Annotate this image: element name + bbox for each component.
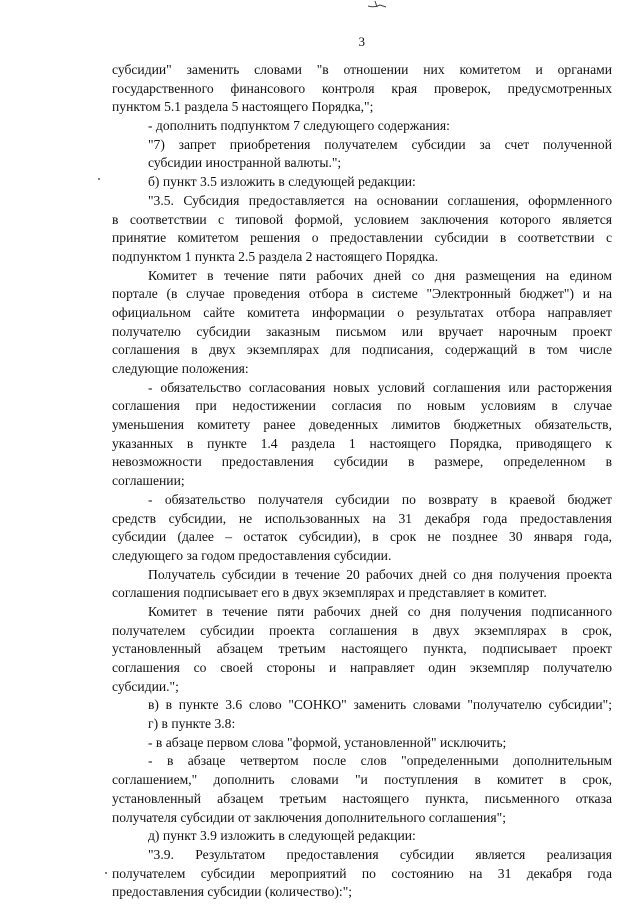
text-line: государственного финансового контроля края проверок, предусмотренных [112,80,612,96]
text-line: - обязательство согласования новых условий соглашения или расторжения [148,379,612,395]
text-line: соглашения со своей стороны и направляет один экземпляр получателю [112,660,612,675]
text-line: указанных в пункте 1.4 раздела 1 настоящего Порядка, приводящего к [112,435,612,451]
text-line: принятие комитетом решения о предоставлении субсидии в соответствии с [112,230,612,246]
text-line: Получатель субсидии в течение 20 рабочих дней со дня получения проекта [148,566,612,582]
text-line: "3.5. Субсидия предоставляется на основании соглашения, оформленного [148,192,612,208]
text-line: соглашения в двух экземплярах для подписания, содержащий в том числе [112,342,612,358]
text-line: субсидии иностранной валюты."; [148,155,342,171]
text-line: - обязательство получателя субсидии по возврату в краевой бюджет [148,491,612,507]
text-line: - в абзаце четвертом после слов "определенными дополнительным [148,753,612,769]
scan-speck [98,178,100,180]
text-line: субсидии."; [112,678,179,694]
text-line: следующего за годом предоставления субсидии. [112,547,392,563]
text-line: невозможности предоставления субсидии в размере, определенном в [112,454,612,470]
text-line: установленный абзацем третьим настоящего пункта, письменного отказа [112,790,612,806]
text-line: соглашения подписывает его в двух экземплярах и представляет в комитет. [112,585,547,601]
text-line: Комитет в течение пяти рабочих дней со дня получения подписанного [148,603,612,619]
text-line: портале (в случае проведения отбора в системе "Электронный бюджет") и на [112,286,612,302]
text-line: предоставления субсидии (количество):"; [112,884,353,900]
text-line: - дополнить подпунктом 7 следующего содержания: [148,118,450,134]
scan-speck [105,872,107,874]
text-line: получателю субсидии заказным письмом или вручает нарочным проект [112,323,612,339]
text-line: субсидии (далее – остаток субсидии), в срок не позднее 30 января года, [112,529,612,545]
text-line: пунктом 5.1 раздела 5 настоящего Порядка,"; [112,99,374,115]
text-line: в соответствии с типовой формой, условием заключения которого является [112,211,612,227]
text-line: получателем субсидии мероприятий по состоянию на 31 декабря года [112,865,612,881]
text-line: б) пункт 3.5 изложить в следующей редакции: [148,174,416,190]
page-number: 3 [358,34,366,49]
text-line: соглашении; [112,473,185,489]
text-line: г) в пункте 3.8: [148,716,236,732]
text-line: подпунктом 1 пункта 2.5 раздела 2 настоящего Порядка. [112,248,439,264]
text-line: соглашением," дополнить словами "и поступления в комитет в срок, [112,772,612,788]
text-line: получателя субсидии от заключения дополнительного соглашения"; [112,809,506,825]
text-line: средств субсидии, не использованных на 31 декабря года предоставления [112,510,612,526]
text-line: д) пункт 3.9 изложить в следующей редакции: [148,828,416,844]
text-line: Комитет в течение пяти рабочих дней со дня размещения на едином [148,267,612,283]
text-line: получателем субсидии проекта соглашения в двух экземплярах в срок, [112,622,612,638]
scan-mark-icon [366,0,388,10]
text-line: соглашения при недостижении согласия по новым условиям в случае [112,398,612,414]
text-line: "3.9. Результатом предоставления субсидии является реализация [148,846,612,862]
text-line: в) в пункте 3.6 слово "СОНКО" заменить словами "получателю субсидии"; [148,697,612,713]
text-line: - в абзаце первом слова "формой, установленной" исключить; [148,734,507,750]
text-line: уменьшения комитету ранее доведенных лимитов бюджетных обязательств, [112,417,612,433]
text-line: следующие положения: [112,361,249,376]
text-line: установленный абзацем третьим настоящего пункта, подписывает проект [112,641,612,657]
text-line: официальном сайте комитета информации о результатах отбора направляет [112,304,612,320]
text-line: "7) запрет приобретения получателем субсидии за счет полученной [148,136,612,152]
document-text [112,61,612,902]
text-line: субсидии" заменить словами "в отношении них комитетом и органами [112,62,612,77]
